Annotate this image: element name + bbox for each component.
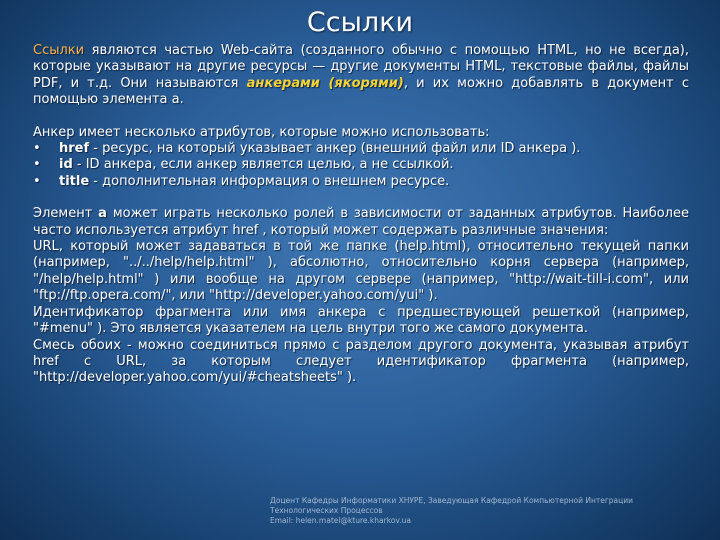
element-a-name: a (98, 206, 107, 222)
intro-paragraph (33, 43, 689, 109)
bullet-icon: • (33, 173, 41, 189)
intro-text-2: , и их можно добавлять в документ с помощью элемента a. (33, 75, 689, 108)
intro-anchors-term: анкерами (якорями) (246, 75, 404, 91)
slide-content (33, 43, 689, 387)
bullet-icon: • (33, 157, 41, 173)
slide-title: Ссылки (306, 7, 414, 38)
attribute-item-title (33, 174, 689, 190)
url-paragraph: URL, который может задаваться в той же папке (help.html), относительно текущей папки (например, "../../help/help.html" ), абсолютно, относительно корня сервера (например, "/help/help.html" ) или вообще на другом сервере (например, "http://wait-till-i.com", или "ftp://ftp.opera.com/", или "http://developer.yahoo.com/yui" ). (33, 239, 689, 304)
attribute-item-href (33, 141, 689, 157)
mixed-paragraph: Смесь обоих - можно соединиться прямо с разделом другого документа, указывая атрибут href с URL, за которым следует идентификатор фрагмента (например, "http://developer.yahoo.com/yui/#cheatsheets" ). (33, 337, 689, 386)
attribute-desc: - ID анкера, если анкер является целью, а не ссылкой. (72, 157, 454, 173)
footer-author-line: Доцент Кафедры Информатики ХНУРЕ, Заведующая Кафедрой Компьютерной Интеграции Технологических Процессов (270, 496, 633, 515)
roles-text-post: может играть несколько ролей в зависимости от заданных атрибутов. Наиболее часто используется атрибут href , который может содержать различные значения: (33, 206, 689, 238)
attribute-name: title (59, 173, 90, 189)
fragment-paragraph: Идентификатор фрагмента или имя анкера с предшествующей решеткой (например, "#menu" ). Это является указателем на цель внутри того же самого документа. (33, 304, 689, 337)
spacer (33, 109, 689, 125)
attribute-desc: - ресурс, на который указывает анкер (внешний файл или ID анкера ). (89, 141, 581, 157)
roles-paragraph (33, 206, 689, 239)
intro-text-1: являются частью Web-сайта (созданного обычно с помощью HTML, но не всегда), которые указывают на другие ресурсы — другие документы HTML, текстовые файлы, файлы PDF, и т.д. Они называются (33, 43, 689, 91)
spacer (33, 190, 689, 206)
attribute-name: id (59, 157, 73, 173)
bullet-icon: • (33, 141, 41, 157)
attribute-item-id (33, 157, 689, 173)
attributes-intro: Анкер имеет несколько атрибутов, которые можно использовать: (33, 124, 490, 140)
footer-email-line: Email: helen.matel@kture.kharkov.ua (270, 516, 411, 525)
attribute-desc: - дополнительная информация о внешнем ресурсе. (89, 173, 450, 189)
attributes-list (33, 141, 689, 190)
attribute-name: href (59, 141, 90, 157)
roles-text-pre: Элемент (33, 206, 99, 222)
intro-lead-word: Ссылки (33, 43, 85, 58)
slide-footer (270, 496, 690, 526)
